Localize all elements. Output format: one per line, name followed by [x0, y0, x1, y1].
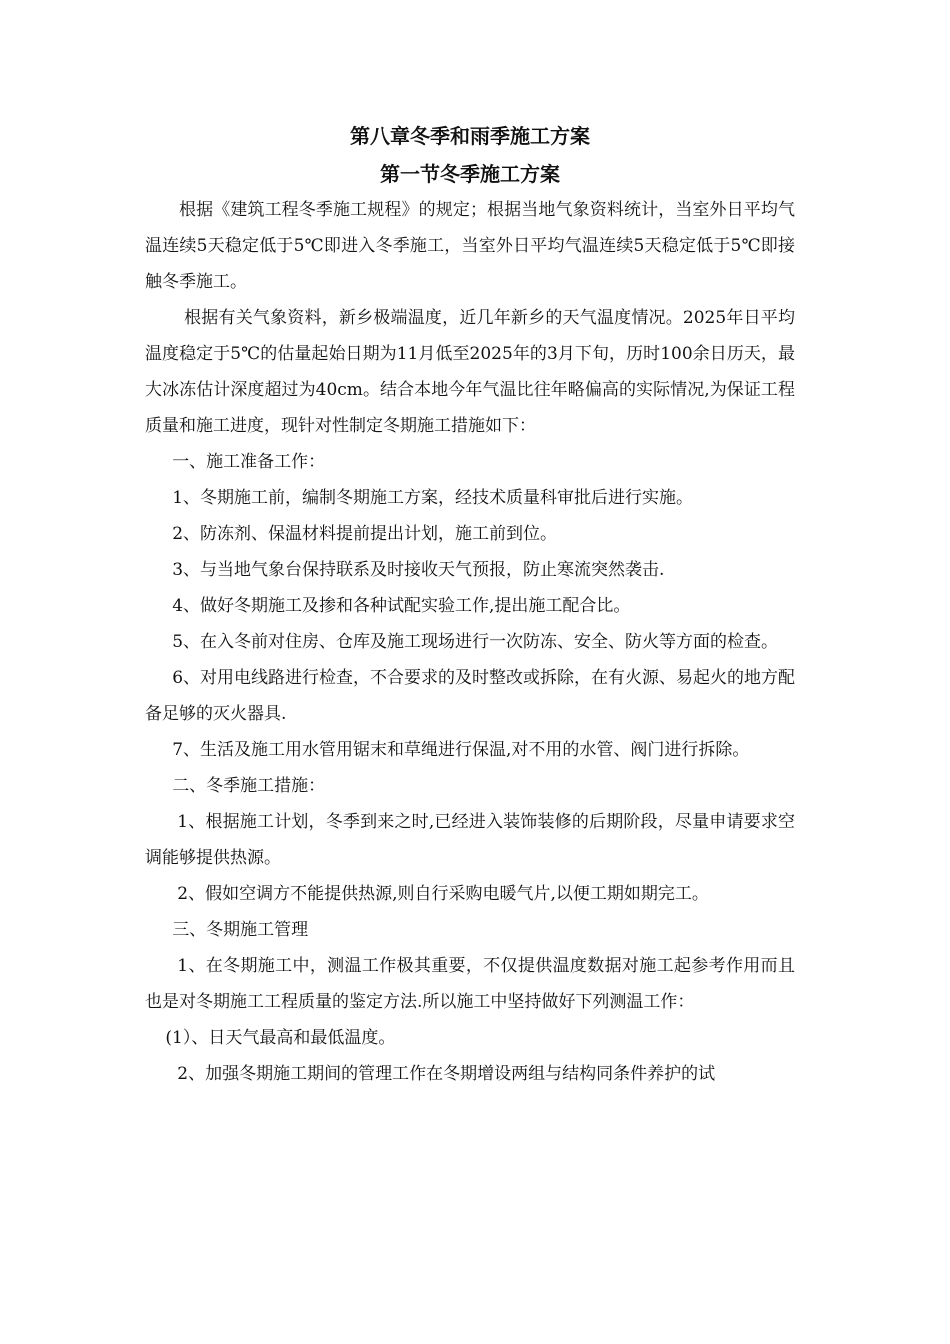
list-item-7: 7、生活及施工用水管用锯末和草绳进行保温,对不用的水管、阀门进行拆除。	[172, 740, 750, 760]
list-item-4: 4、做好冬期施工及掺和各种试配实验工作,提出施工配合比。	[172, 596, 631, 616]
paragraph-1: 根据《建筑工程冬季施工规程》的规定；根据当地气象资料统计，当室外日平均气温连续5天稳定低于5℃即进入冬季施工，当室外日平均气温连续5天稳定低于5℃即接触冬季施工。	[145, 200, 795, 292]
paragraph-2: 根据有关气象资料，新乡极端温度，近几年新乡的天气温度情况。2025年日平均温度稳定于5℃的估量起始日期为11月低至2025年的3月下旬，历时100余日历天，最大冰冻估计深度超过为40cm。结合本地今年气温比往年略偏高的实际情况,为保证工程质量和施工进度，现针对性制定冬期施工措施如下：	[145, 308, 795, 436]
list-item-1: 1、冬期施工前，编制冬期施工方案，经技术质量科审批后进行实施。	[172, 488, 694, 508]
heading-management: 三、冬期施工管理	[172, 920, 309, 940]
management-item-2: 2、加强冬期施工期间的管理工作在冬期增设两组与结构同条件养护的试	[177, 1064, 716, 1084]
heading-measures: 二、冬季施工措施：	[172, 776, 326, 796]
management-subitem-1: (1）、日天气最高和最低温度。	[165, 1028, 396, 1048]
chapter-title: 第八章冬季和雨季施工方案	[350, 124, 590, 148]
measure-item-1: 1、根据施工计划，冬季到来之时,已经进入装饰装修的后期阶段，尽量申请要求空调能够提供热源。	[145, 812, 795, 868]
list-item-5: 5、在入冬前对住房、仓库及施工现场进行一次防冻、安全、防火等方面的检查。	[172, 632, 779, 652]
management-item-1: 1、在冬期施工中，测温工作极其重要，不仅提供温度数据对施工起参考作用而且也是对冬期施工工程质量的鉴定方法.所以施工中坚持做好下列测温工作：	[145, 956, 795, 1012]
heading-prep: 一、施工准备工作：	[172, 452, 326, 472]
section-title: 第一节冬季施工方案	[380, 162, 560, 186]
list-item-3: 3、与当地气象台保持联系及时接收天气预报，防止寒流突然袭击.	[172, 560, 665, 580]
measure-item-2: 2、假如空调方不能提供热源,则自行采购电暖气片,以便工期如期完工。	[177, 884, 709, 904]
list-item-6: 6、对用电线路进行检查，不合要求的及时整改或拆除，在有火源、易起火的地方配备足够的灭火器具.	[145, 668, 796, 724]
document-body	[145, 118, 795, 1092]
list-item-2: 2、防冻剂、保温材料提前提出计划，施工前到位。	[172, 524, 558, 544]
